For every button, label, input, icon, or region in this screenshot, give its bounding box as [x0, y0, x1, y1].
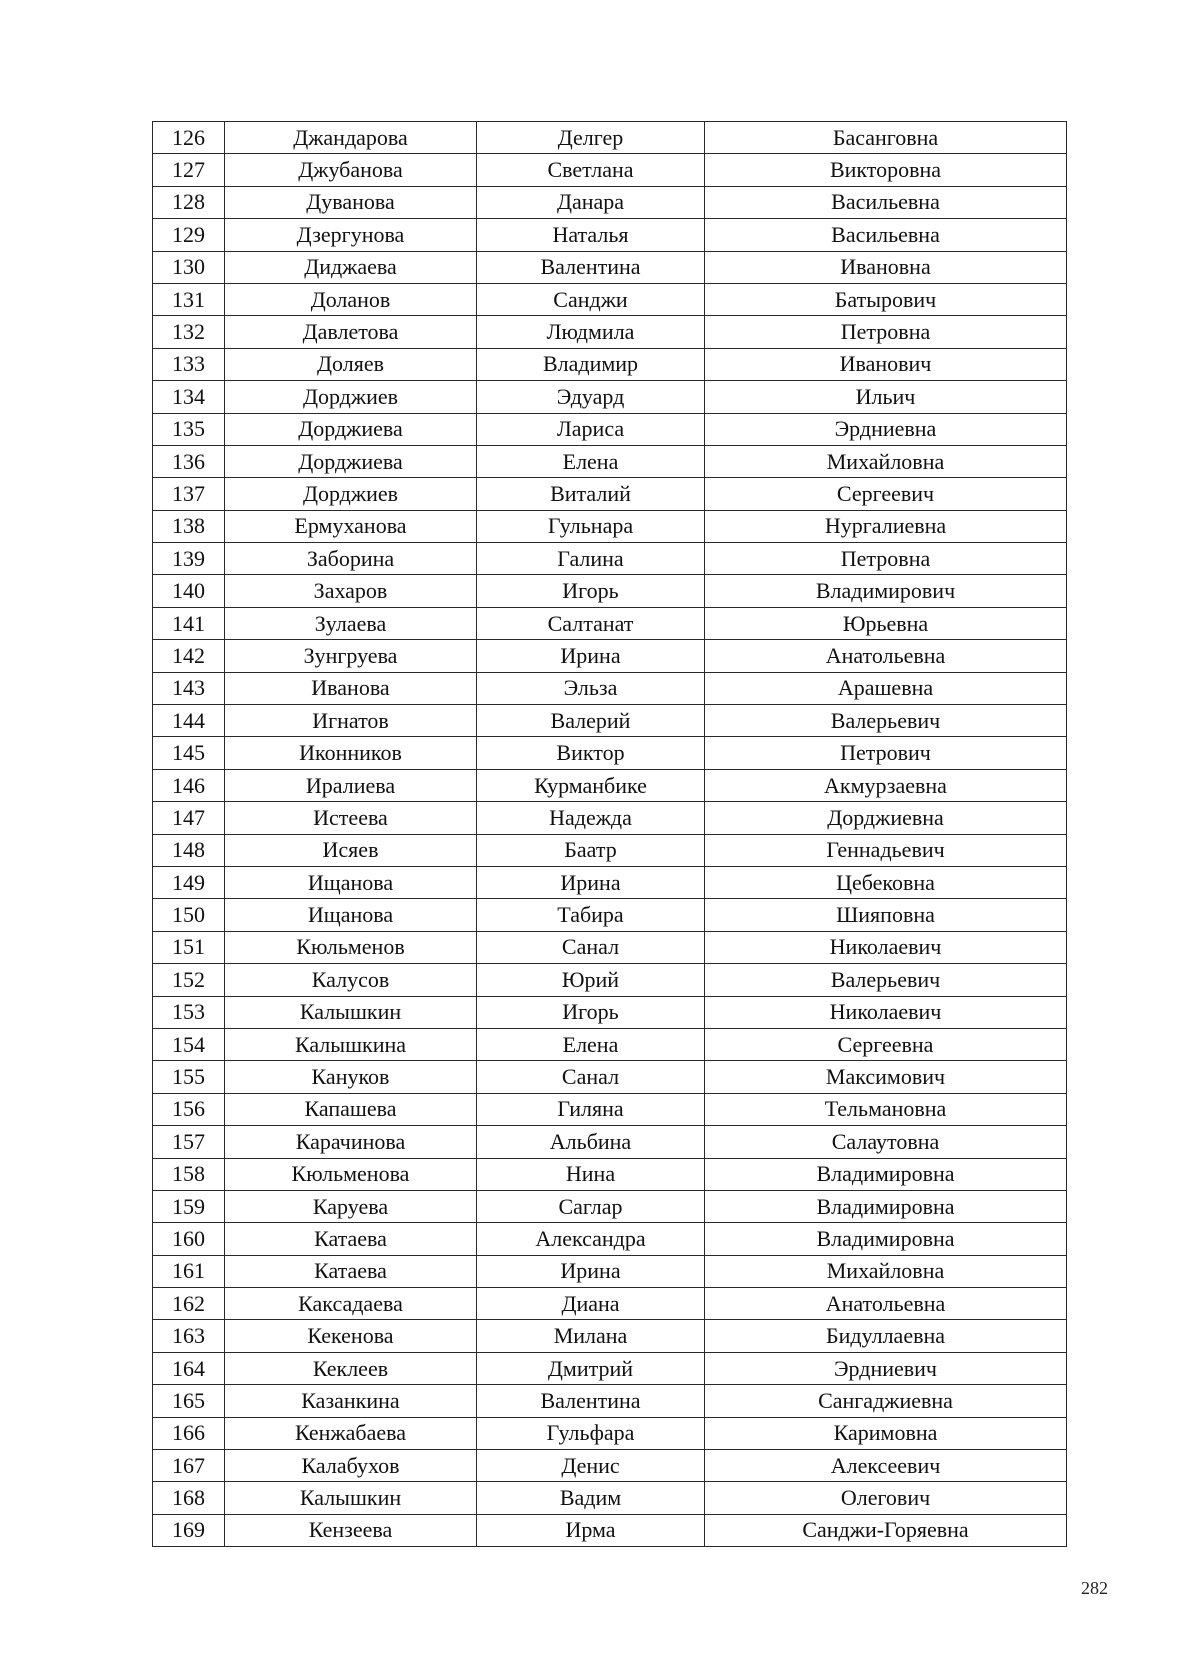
row-number: 169	[153, 1514, 225, 1546]
row-number: 155	[153, 1061, 225, 1093]
last-name-cell: Дорджиев	[225, 381, 477, 413]
patronymic-cell: Сергеевна	[705, 1028, 1067, 1060]
last-name-cell: Иралиева	[225, 769, 477, 801]
first-name-cell: Елена	[477, 1028, 705, 1060]
first-name-cell: Эльза	[477, 672, 705, 704]
first-name-cell: Лариса	[477, 413, 705, 445]
table-row	[153, 866, 1067, 898]
table-row	[153, 1450, 1067, 1482]
row-number: 168	[153, 1482, 225, 1514]
last-name-cell: Капашева	[225, 1093, 477, 1125]
last-name-cell: Каксадаева	[225, 1288, 477, 1320]
first-name-cell: Елена	[477, 445, 705, 477]
last-name-cell: Кануков	[225, 1061, 477, 1093]
first-name-cell: Надежда	[477, 802, 705, 834]
row-number: 137	[153, 478, 225, 510]
patronymic-cell: Петровна	[705, 543, 1067, 575]
last-name-cell: Калабухов	[225, 1450, 477, 1482]
table-row	[153, 575, 1067, 607]
table-row	[153, 219, 1067, 251]
row-number: 167	[153, 1450, 225, 1482]
first-name-cell: Денис	[477, 1450, 705, 1482]
patronymic-cell: Николаевич	[705, 931, 1067, 963]
patronymic-cell: Геннадьевич	[705, 834, 1067, 866]
patronymic-cell: Викторовна	[705, 154, 1067, 186]
last-name-cell: Калышкина	[225, 1028, 477, 1060]
first-name-cell: Гульфара	[477, 1417, 705, 1449]
patronymic-cell: Михайловна	[705, 1255, 1067, 1287]
row-number: 134	[153, 381, 225, 413]
row-number: 135	[153, 413, 225, 445]
table-row	[153, 381, 1067, 413]
first-name-cell: Игорь	[477, 996, 705, 1028]
patronymic-cell: Валерьевич	[705, 705, 1067, 737]
table-row	[153, 1482, 1067, 1514]
first-name-cell: Юрий	[477, 964, 705, 996]
first-name-cell: Галина	[477, 543, 705, 575]
row-number: 152	[153, 964, 225, 996]
table-row	[153, 607, 1067, 639]
first-name-cell: Данара	[477, 186, 705, 218]
last-name-cell: Зулаева	[225, 607, 477, 639]
row-number: 156	[153, 1093, 225, 1125]
patronymic-cell: Петрович	[705, 737, 1067, 769]
patronymic-cell: Санджи-Горяевна	[705, 1514, 1067, 1546]
row-number: 164	[153, 1352, 225, 1384]
patronymic-cell: Васильевна	[705, 186, 1067, 218]
table-row	[153, 996, 1067, 1028]
last-name-cell: Кекенова	[225, 1320, 477, 1352]
patronymic-cell: Нургалиевна	[705, 510, 1067, 542]
row-number: 140	[153, 575, 225, 607]
patronymic-cell: Каримовна	[705, 1417, 1067, 1449]
table-row	[153, 1352, 1067, 1384]
last-name-cell: Ищанова	[225, 899, 477, 931]
last-name-cell: Кенжабаева	[225, 1417, 477, 1449]
roster-table	[152, 121, 1067, 1547]
last-name-cell: Игнатов	[225, 705, 477, 737]
last-name-cell: Доланов	[225, 283, 477, 315]
row-number: 147	[153, 802, 225, 834]
table-row	[153, 672, 1067, 704]
last-name-cell: Дзергунова	[225, 219, 477, 251]
last-name-cell: Доляев	[225, 348, 477, 380]
table-row	[153, 1385, 1067, 1417]
patronymic-cell: Батырович	[705, 283, 1067, 315]
first-name-cell: Эдуард	[477, 381, 705, 413]
row-number: 154	[153, 1028, 225, 1060]
patronymic-cell: Николаевич	[705, 996, 1067, 1028]
first-name-cell: Диана	[477, 1288, 705, 1320]
row-number: 144	[153, 705, 225, 737]
patronymic-cell: Владимировна	[705, 1223, 1067, 1255]
first-name-cell: Санджи	[477, 283, 705, 315]
last-name-cell: Давлетова	[225, 316, 477, 348]
table-row	[153, 931, 1067, 963]
last-name-cell: Иванова	[225, 672, 477, 704]
table-row	[153, 1320, 1067, 1352]
first-name-cell: Нина	[477, 1158, 705, 1190]
row-number: 149	[153, 866, 225, 898]
patronymic-cell: Ильич	[705, 381, 1067, 413]
first-name-cell: Ирма	[477, 1514, 705, 1546]
row-number: 138	[153, 510, 225, 542]
last-name-cell: Дорджиева	[225, 413, 477, 445]
table-row	[153, 1417, 1067, 1449]
last-name-cell: Кензеева	[225, 1514, 477, 1546]
table-row	[153, 1288, 1067, 1320]
patronymic-cell: Эрдниевна	[705, 413, 1067, 445]
row-number: 132	[153, 316, 225, 348]
row-number: 163	[153, 1320, 225, 1352]
row-number: 166	[153, 1417, 225, 1449]
last-name-cell: Карачинова	[225, 1126, 477, 1158]
row-number: 157	[153, 1126, 225, 1158]
first-name-cell: Альбина	[477, 1126, 705, 1158]
first-name-cell: Гульнара	[477, 510, 705, 542]
table-row	[153, 769, 1067, 801]
patronymic-cell: Арашевна	[705, 672, 1067, 704]
table-row	[153, 445, 1067, 477]
last-name-cell: Кюльменова	[225, 1158, 477, 1190]
patronymic-cell: Юрьевна	[705, 607, 1067, 639]
last-name-cell: Ищанова	[225, 866, 477, 898]
patronymic-cell: Ивановна	[705, 251, 1067, 283]
row-number: 161	[153, 1255, 225, 1287]
first-name-cell: Ирина	[477, 1255, 705, 1287]
first-name-cell: Владимир	[477, 348, 705, 380]
row-number: 150	[153, 899, 225, 931]
patronymic-cell: Салаутовна	[705, 1126, 1067, 1158]
table-row	[153, 186, 1067, 218]
table-row	[153, 283, 1067, 315]
row-number: 145	[153, 737, 225, 769]
patronymic-cell: Владимирович	[705, 575, 1067, 607]
last-name-cell: Калусов	[225, 964, 477, 996]
table-row	[153, 1223, 1067, 1255]
last-name-cell: Диджаева	[225, 251, 477, 283]
last-name-cell: Катаева	[225, 1255, 477, 1287]
row-number: 162	[153, 1288, 225, 1320]
table-row	[153, 964, 1067, 996]
first-name-cell: Виктор	[477, 737, 705, 769]
last-name-cell: Калышкин	[225, 1482, 477, 1514]
patronymic-cell: Эрдниевич	[705, 1352, 1067, 1384]
patronymic-cell: Анатольевна	[705, 1288, 1067, 1320]
table-row	[153, 737, 1067, 769]
first-name-cell: Дмитрий	[477, 1352, 705, 1384]
patronymic-cell: Васильевна	[705, 219, 1067, 251]
row-number: 151	[153, 931, 225, 963]
first-name-cell: Табира	[477, 899, 705, 931]
row-number: 127	[153, 154, 225, 186]
patronymic-cell: Сангаджиевна	[705, 1385, 1067, 1417]
table-row	[153, 154, 1067, 186]
roster-table-body	[153, 122, 1067, 1547]
last-name-cell: Калышкин	[225, 996, 477, 1028]
patronymic-cell: Валерьевич	[705, 964, 1067, 996]
first-name-cell: Валентина	[477, 251, 705, 283]
last-name-cell: Джандарова	[225, 122, 477, 154]
last-name-cell: Джубанова	[225, 154, 477, 186]
table-row	[153, 1028, 1067, 1060]
table-row	[153, 705, 1067, 737]
last-name-cell: Истеева	[225, 802, 477, 834]
table-row	[153, 251, 1067, 283]
row-number: 146	[153, 769, 225, 801]
first-name-cell: Виталий	[477, 478, 705, 510]
patronymic-cell: Дорджиевна	[705, 802, 1067, 834]
first-name-cell: Наталья	[477, 219, 705, 251]
row-number: 126	[153, 122, 225, 154]
first-name-cell: Ирина	[477, 866, 705, 898]
patronymic-cell: Сергеевич	[705, 478, 1067, 510]
table-row	[153, 802, 1067, 834]
first-name-cell: Людмила	[477, 316, 705, 348]
page-number: 282	[1081, 1578, 1108, 1598]
table-row	[153, 640, 1067, 672]
first-name-cell: Александра	[477, 1223, 705, 1255]
last-name-cell: Казанкина	[225, 1385, 477, 1417]
first-name-cell: Салтанат	[477, 607, 705, 639]
last-name-cell: Каруева	[225, 1190, 477, 1222]
table-row	[153, 122, 1067, 154]
patronymic-cell: Владимировна	[705, 1190, 1067, 1222]
first-name-cell: Игорь	[477, 575, 705, 607]
table-row	[153, 543, 1067, 575]
last-name-cell: Иконников	[225, 737, 477, 769]
table-row	[153, 1061, 1067, 1093]
first-name-cell: Вадим	[477, 1482, 705, 1514]
last-name-cell: Кюльменов	[225, 931, 477, 963]
first-name-cell: Валентина	[477, 1385, 705, 1417]
table-row	[153, 1514, 1067, 1546]
table-row	[153, 1126, 1067, 1158]
last-name-cell: Исяев	[225, 834, 477, 866]
first-name-cell: Баатр	[477, 834, 705, 866]
patronymic-cell: Михайловна	[705, 445, 1067, 477]
last-name-cell: Катаева	[225, 1223, 477, 1255]
first-name-cell: Гиляна	[477, 1093, 705, 1125]
row-number: 159	[153, 1190, 225, 1222]
row-number: 136	[153, 445, 225, 477]
patronymic-cell: Анатольевна	[705, 640, 1067, 672]
first-name-cell: Санал	[477, 931, 705, 963]
table-row	[153, 1190, 1067, 1222]
row-number: 130	[153, 251, 225, 283]
table-row	[153, 478, 1067, 510]
first-name-cell: Делгер	[477, 122, 705, 154]
row-number: 153	[153, 996, 225, 1028]
row-number: 129	[153, 219, 225, 251]
row-number: 139	[153, 543, 225, 575]
row-number: 128	[153, 186, 225, 218]
last-name-cell: Дуванова	[225, 186, 477, 218]
row-number: 148	[153, 834, 225, 866]
table-row	[153, 899, 1067, 931]
table-row	[153, 510, 1067, 542]
row-number: 160	[153, 1223, 225, 1255]
patronymic-cell: Олегович	[705, 1482, 1067, 1514]
row-number: 158	[153, 1158, 225, 1190]
patronymic-cell: Тельмановна	[705, 1093, 1067, 1125]
row-number: 142	[153, 640, 225, 672]
last-name-cell: Ермуханова	[225, 510, 477, 542]
last-name-cell: Кеклеев	[225, 1352, 477, 1384]
patronymic-cell: Цебековна	[705, 866, 1067, 898]
table-row	[153, 834, 1067, 866]
patronymic-cell: Бидуллаевна	[705, 1320, 1067, 1352]
patronymic-cell: Акмурзаевна	[705, 769, 1067, 801]
first-name-cell: Валерий	[477, 705, 705, 737]
first-name-cell: Ирина	[477, 640, 705, 672]
first-name-cell: Курманбике	[477, 769, 705, 801]
table-row	[153, 316, 1067, 348]
first-name-cell: Саглар	[477, 1190, 705, 1222]
table-row	[153, 1158, 1067, 1190]
patronymic-cell: Владимировна	[705, 1158, 1067, 1190]
first-name-cell: Светлана	[477, 154, 705, 186]
table-row	[153, 348, 1067, 380]
table-row	[153, 413, 1067, 445]
last-name-cell: Заборина	[225, 543, 477, 575]
patronymic-cell: Басанговна	[705, 122, 1067, 154]
last-name-cell: Захаров	[225, 575, 477, 607]
last-name-cell: Дорджиева	[225, 445, 477, 477]
patronymic-cell: Алексеевич	[705, 1450, 1067, 1482]
patronymic-cell: Шияповна	[705, 899, 1067, 931]
patronymic-cell: Максимович	[705, 1061, 1067, 1093]
row-number: 133	[153, 348, 225, 380]
row-number: 131	[153, 283, 225, 315]
patronymic-cell: Петровна	[705, 316, 1067, 348]
last-name-cell: Зунгруева	[225, 640, 477, 672]
patronymic-cell: Иванович	[705, 348, 1067, 380]
last-name-cell: Дорджиев	[225, 478, 477, 510]
first-name-cell: Санал	[477, 1061, 705, 1093]
table-row	[153, 1255, 1067, 1287]
row-number: 165	[153, 1385, 225, 1417]
row-number: 143	[153, 672, 225, 704]
table-row	[153, 1093, 1067, 1125]
first-name-cell: Милана	[477, 1320, 705, 1352]
row-number: 141	[153, 607, 225, 639]
